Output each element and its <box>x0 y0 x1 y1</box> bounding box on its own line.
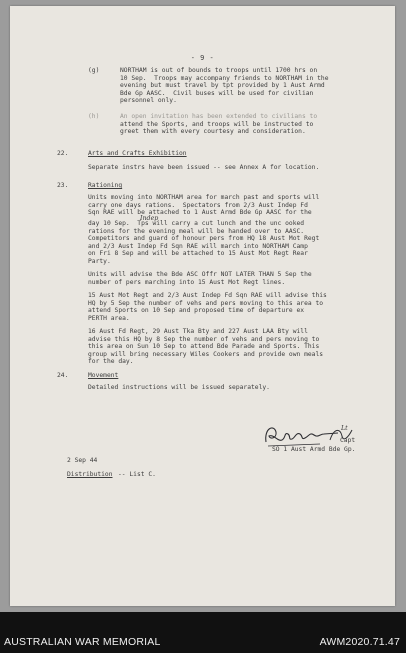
rationing-line: and 2/3 Aust Indep Fd Sqn RAE will march into NORTHAM Camp <box>88 242 308 250</box>
document-date: 2 Sep 44 <box>67 457 98 464</box>
section-number: 23. <box>57 182 69 189</box>
rationing-line: Sqn RAE will be attached to 1 Aust Armd Bde Gp AASC for the <box>88 209 312 216</box>
rationing-line: on Fri 8 Sep and will be attached to 15 Aust Mot Regt Rear <box>88 250 308 257</box>
page-number: - 9 - <box>190 54 215 62</box>
document-page <box>10 6 395 606</box>
distribution-label: Distribution <box>67 471 113 478</box>
rationing-line: rations for the evening meal will be handed over to AASC. <box>88 227 305 235</box>
item-h-line: An open invitation has been extended to civilians to <box>120 113 318 120</box>
rationing-line: attend Sports on 10 Sep and proposed time of departure ex <box>88 307 305 314</box>
section-22-text: Separate instrs have been issued -- see Annex A for location. <box>88 164 320 171</box>
item-g-line: NORTHAM is out of bounds to troops until 1700 hrs on <box>120 67 318 74</box>
archive-name: AUSTRALIAN WAR MEMORIAL <box>4 636 161 648</box>
rationing-line: 15 Aust Mot Regt and 2/3 Aust Indep Fd Sqn RAE will advise this <box>88 292 327 299</box>
rationing-line: carry one days rations. Spectators from 2/3 Aust Indep Fd <box>88 201 308 209</box>
item-h-line: attend the Sports, and troops will be instructed to <box>120 120 314 128</box>
section-24-text: Detailed instructions will be issued separately. <box>88 384 270 391</box>
rationing-line: Units moving into NORTHAM area for march past and sports will <box>88 194 320 201</box>
section-title-rationing: Rationing <box>88 182 123 189</box>
item-label-h: (h) <box>88 113 100 120</box>
rationing-line: PERTH area. <box>88 314 130 322</box>
rationing-line: group will bring necessary Wiles Cookers and provide own meals <box>88 350 324 358</box>
section-number: 24. <box>57 372 69 379</box>
rationing-line: Competitors and guard of honour pers from HQ 18 Aust Mot Regt <box>88 235 320 242</box>
section-number: 22. <box>57 150 69 157</box>
rationing-line: Party. <box>88 257 111 265</box>
rationing-line: for the day. <box>88 358 134 365</box>
item-h-line: greet them with every courtesy and consideration. <box>120 128 306 135</box>
item-g-line: Bde Gp AASC. Civil buses will be used for civilian <box>120 89 314 97</box>
signatory-rank: Capt <box>340 437 356 444</box>
rationing-line: day 10 Sep. Tps will carry a cut lunch and the unc ooked <box>88 220 305 227</box>
section-title-movement: Movement <box>88 372 119 379</box>
handwritten-insert: Indep <box>140 215 159 222</box>
rationing-line: Units will advise the Bde ASC Offr NOT LATER THAN 5 Sep the <box>88 271 312 278</box>
rationing-line: number of pers marching into 15 Aust Mot Regt lines. <box>88 278 286 286</box>
rationing-line: this area on Sun 10 Sep to attend Bde Parade and Sports. This <box>88 343 320 350</box>
section-title-arts: Arts and Crafts Exhibition <box>88 150 187 157</box>
item-g-line: 10 Sep. Troops may accompany friends to NORTHAM in the <box>120 74 329 82</box>
rationing-line: HQ by 5 Sep the number of vehs and pers moving to this area to <box>88 299 324 307</box>
archive-footer <box>0 612 406 653</box>
rationing-line: 16 Aust Fd Regt, 29 Aust Tka Bty and 227 Aust LAA Bty will <box>88 328 308 335</box>
handwritten-rank-annotation: Lt <box>341 425 348 432</box>
signature-block: SO 1 Aust Armd Bde Gp. <box>272 446 356 453</box>
distribution-text: -- List C. <box>118 471 156 478</box>
item-g-line: evening but must travel by tpt provided by 1 Aust Armd <box>120 82 325 89</box>
archive-id: AWM2020.71.47 <box>319 636 400 648</box>
item-label-g: (g) <box>88 67 100 74</box>
rationing-line: advise this HQ by 8 Sep the number of vehs and pers moving to <box>88 335 320 343</box>
item-g-line: personnel only. <box>120 97 177 104</box>
